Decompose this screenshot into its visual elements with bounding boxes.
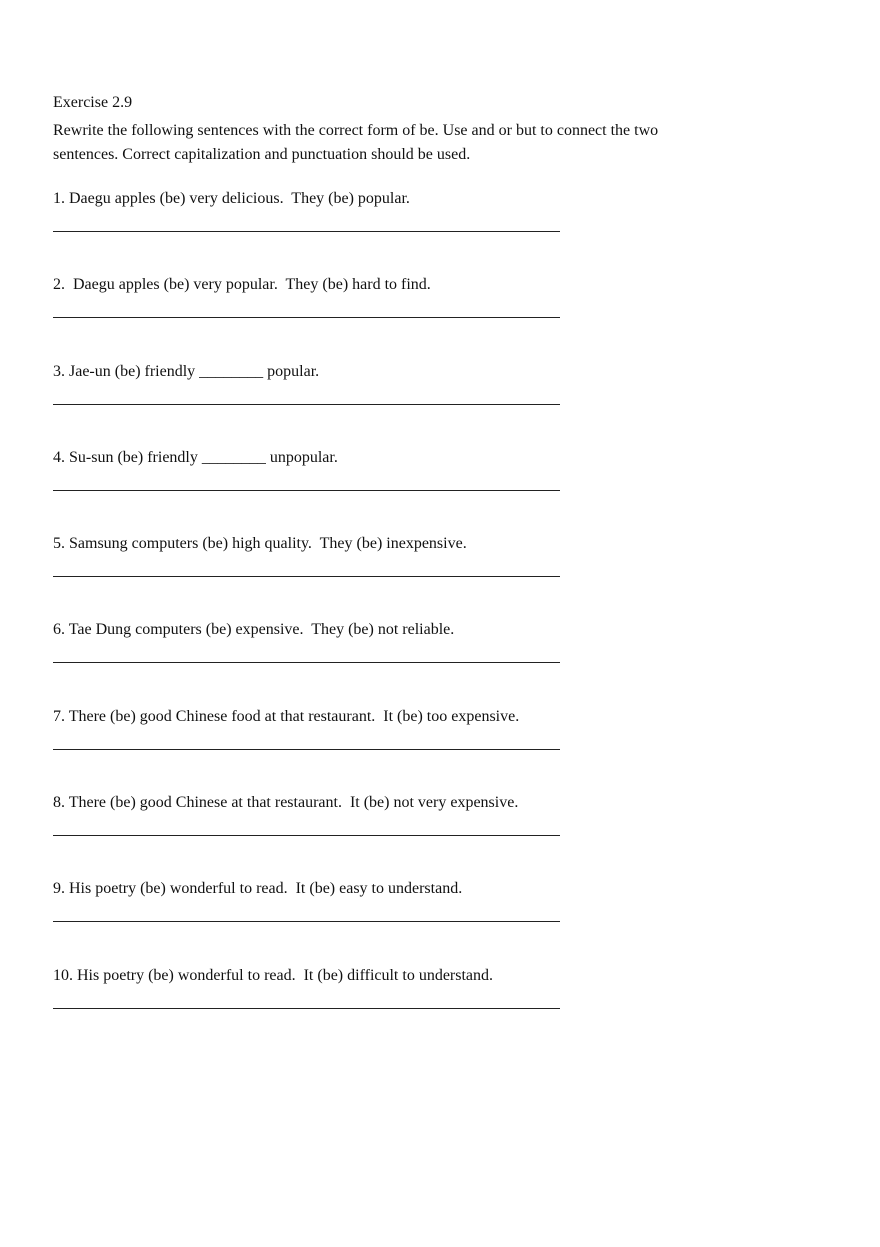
- exercise-item: [53, 361, 693, 447]
- exercise-items: [53, 188, 693, 1051]
- exercise-item: [53, 619, 693, 705]
- answer-line: [53, 576, 560, 577]
- answer-line: [53, 1008, 560, 1009]
- answer-line: [53, 662, 560, 663]
- exercise-sentence: 6. Tae Dung computers (be) expensive. They (be) not reliable.: [53, 621, 455, 639]
- exercise-sentence: 4. Su-sun (be) friendly ________ unpopular.: [53, 448, 338, 466]
- worksheet-content: [53, 93, 693, 1051]
- exercise-item: [53, 965, 693, 1051]
- answer-line: [53, 835, 560, 836]
- exercise-instructions: Rewrite the following sentences with the correct form of be. Use and or but to connect the two sentences. Correct capitalization and punctuation should be used.: [53, 122, 659, 163]
- exercise-sentence: 8. There (be) good Chinese at that restaurant. It (be) not very expensive.: [53, 794, 519, 812]
- exercise-title: Exercise 2.9: [53, 94, 133, 111]
- exercise-sentence: 2. Daegu apples (be) very popular. They (be) hard to find.: [53, 276, 431, 294]
- answer-line: [53, 490, 560, 491]
- exercise-sentence: 1. Daegu apples (be) very delicious. They (be) popular.: [53, 190, 410, 207]
- answer-line: [53, 231, 560, 232]
- answer-line: [53, 921, 560, 922]
- exercise-sentence: 7. There (be) good Chinese food at that restaurant. It (be) too expensive.: [53, 707, 520, 725]
- exercise-item: [53, 188, 693, 274]
- answer-line: [53, 404, 560, 405]
- answer-line: [53, 317, 560, 318]
- exercise-sentence: 9. His poetry (be) wonderful to read. It (be) easy to understand.: [53, 880, 463, 898]
- exercise-item: [53, 533, 693, 619]
- exercise-sentence: 10. His poetry (be) wonderful to read. It (be) difficult to understand.: [53, 966, 494, 984]
- answer-line: [53, 749, 560, 750]
- exercise-item: [53, 706, 693, 792]
- exercise-item: [53, 447, 693, 533]
- exercise-item: [53, 274, 693, 360]
- exercise-item: [53, 792, 693, 878]
- exercise-item: [53, 878, 693, 964]
- exercise-sentence: 5. Samsung computers (be) high quality. They (be) inexpensive.: [53, 535, 467, 553]
- exercise-sentence: 3. Jae-un (be) friendly ________ popular.: [53, 362, 320, 380]
